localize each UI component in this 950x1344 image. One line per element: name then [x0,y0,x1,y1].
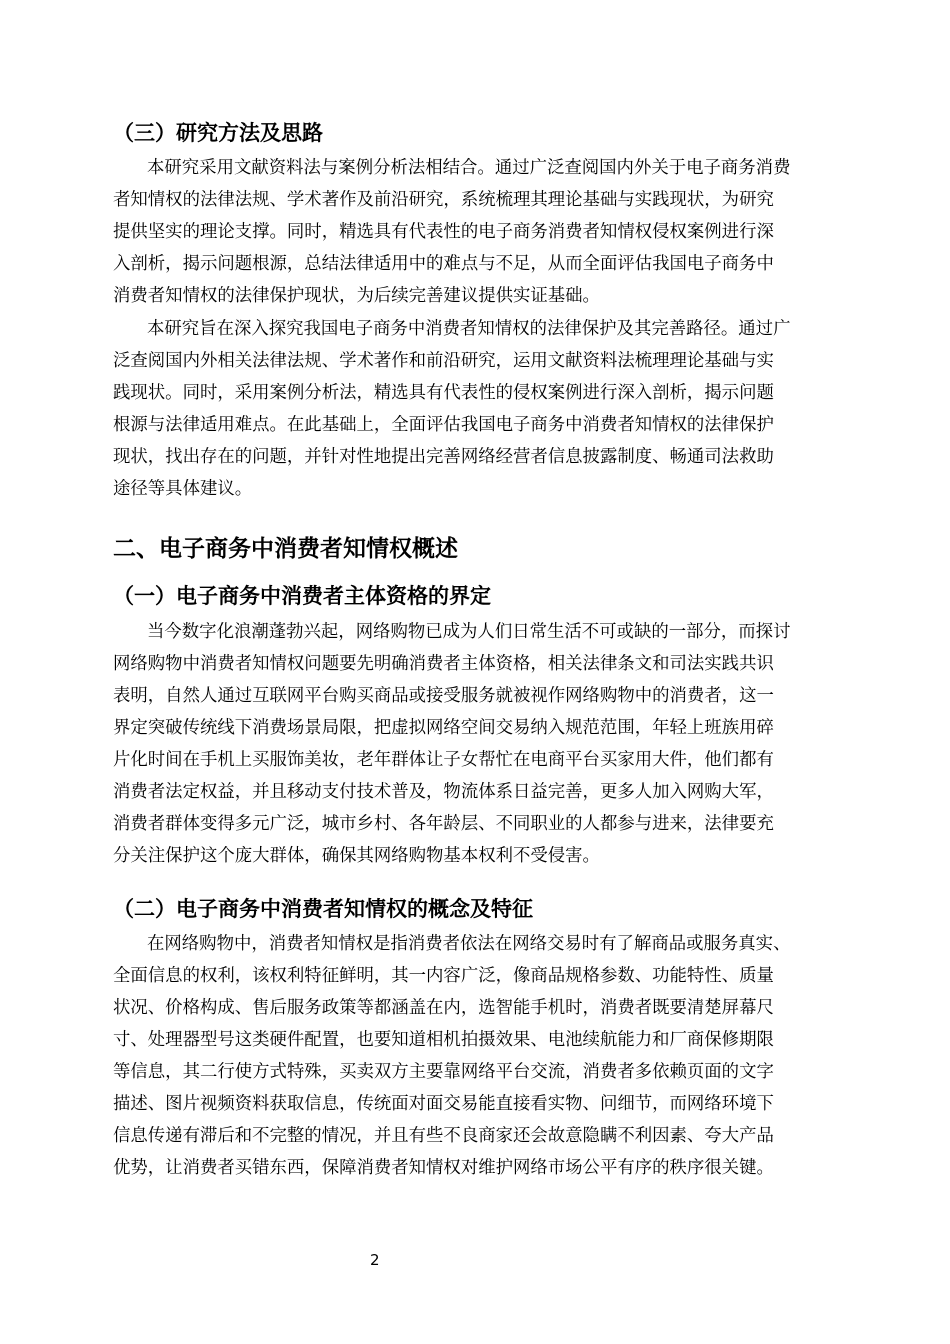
page-number: 2 [370,1251,380,1269]
paragraph-line: 泛查阅国内外相关法律法规、学术著作和前沿研究，运用文献资料法梳理理论基础与实 [113,351,774,371]
paragraph-line: 信息传递有滞后和不完整的情况，并且有些不良商家还会故意隐瞒不利因素、夸大产品 [113,1126,774,1146]
paragraph-line: 分关注保护这个庞大群体，确保其网络购物基本权利不受侵害。 [113,846,600,866]
subsection-heading-concept: （二）电子商务中消费者知情权的概念及特征 [113,897,533,921]
paragraph-line: 描述、图片视频资料获取信息，传统面对面交易能直接看实物、问细节，而网络环境下 [113,1094,774,1114]
paragraph-line: 本研究旨在深入探究我国电子商务中消费者知情权的法律保护及其完善路径。通过广 [147,319,791,339]
paragraph-line: 表明，自然人通过互联网平台购买商品或接受服务就被视作网络购物中的消费者，这一 [113,686,774,706]
paragraph-line: 入剖析，揭示问题根源，总结法律适用中的难点与不足，从而全面评估我国电子商务中 [113,254,774,274]
paragraph-line: 界定突破传统线下消费场景局限，把虚拟网络空间交易纳入规范范围，年轻上班族用碎 [113,718,774,738]
paragraph-line: 消费者法定权益，并且移动支付技术普及，物流体系日益完善，更多人加入网购大军， [113,782,774,802]
chapter-heading: 二、电子商务中消费者知情权概述 [113,536,458,562]
paragraph-line: 全面信息的权利，该权利特征鲜明，其一内容广泛，像商品规格参数、功能特性、质量 [113,966,774,986]
paragraph-line: 根源与法律适用难点。在此基础上，全面评估我国电子商务中消费者知情权的法律保护 [113,415,774,435]
subsection-heading-subject: （一）电子商务中消费者主体资格的界定 [113,584,491,608]
paragraph-line: 当今数字化浪潮蓬勃兴起，网络购物已成为人们日常生活不可或缺的一部分，而探讨 [147,622,791,642]
paragraph-line: 消费者群体变得多元广泛，城市乡村、各年龄层、不同职业的人都参与进来，法律要充 [113,814,774,834]
section-heading-methods: （三）研究方法及思路 [113,121,323,145]
paragraph-line: 提供坚实的理论支撑。同时，精选具有代表性的电子商务消费者知情权侵权案例进行深 [113,222,774,242]
paragraph-line: 者知情权的法律法规、学术著作及前沿研究，系统梳理其理论基础与实践现状，为研究 [113,190,774,210]
paragraph-line: 寸、处理器型号这类硬件配置，也要知道相机拍摄效果、电池续航能力和厂商保修期限 [113,1030,774,1050]
paragraph-line: 优势，让消费者买错东西，保障消费者知情权对维护网络市场公平有序的秩序很关键。 [113,1158,774,1178]
paragraph-line: 等信息，其二行使方式特殊，买卖双方主要靠网络平台交流，消费者多依赖页面的文字 [113,1062,774,1082]
paragraph-line: 消费者知情权的法律保护现状，为后续完善建议提供实证基础。 [113,286,600,306]
paragraph-line: 网络购物中消费者知情权问题要先明确消费者主体资格，相关法律条文和司法实践共识 [113,654,774,674]
paragraph-line: 本研究采用文献资料法与案例分析法相结合。通过广泛查阅国内外关于电子商务消费 [147,158,791,178]
paragraph-line: 途径等具体建议。 [113,479,253,499]
paragraph-line: 片化时间在手机上买服饰美妆，老年群体让子女帮忙在电商平台买家用大件，他们都有 [113,750,774,770]
paragraph-line: 践现状。同时，采用案例分析法，精选具有代表性的侵权案例进行深入剖析，揭示问题 [113,383,774,403]
paragraph-line: 现状，找出存在的问题，并针对性地提出完善网络经营者信息披露制度、畅通司法救助 [113,447,774,467]
paragraph-line: 在网络购物中，消费者知情权是指消费者依法在网络交易时有了解商品或服务真实、 [147,934,791,954]
paragraph-line: 状况、价格构成、售后服务政策等都涵盖在内，选智能手机时，消费者既要清楚屏幕尺 [113,998,774,1018]
